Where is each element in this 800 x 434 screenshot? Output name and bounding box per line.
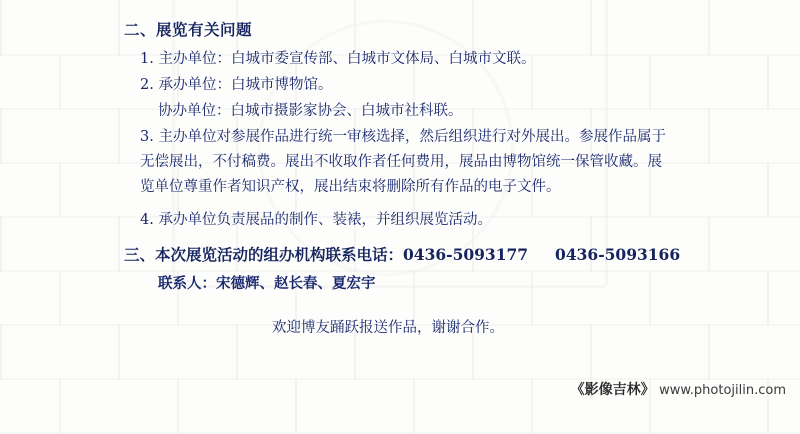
list-item-number: 3. <box>140 129 154 145</box>
list-item-text: 主办单位：白城市委宣传部、白城市文体局、白城市文联。 <box>158 51 536 67</box>
list-item-text: 主办单位对参展作品进行统一审核选择，然后组织进行对外展出。参展作品属于无偿展出，不付稿费。展出不收取作者任何费用，展品由博物馆统一保管收藏。展览单位尊重作者知识产权，展出结束将删除所有作品的电子文件。 <box>140 129 666 195</box>
list-item <box>140 47 535 72</box>
list-item <box>140 208 492 233</box>
list-item <box>140 73 332 98</box>
watermark-credit <box>571 379 786 399</box>
list-item <box>140 125 670 200</box>
section-2-heading: 二、展览有关问题 <box>124 20 253 39</box>
list-item-number: 1. <box>140 51 154 67</box>
list-item <box>158 99 463 124</box>
section-3-heading: 三、本次展览活动的组办机构联系电话：0436-5093177 0436-5093166 <box>124 245 681 264</box>
list-item-text: 协办单位：白城市摄影家协会、白城市社科联。 <box>158 103 463 119</box>
closing-line: 欢迎博友踊跃报送作品，谢谢合作。 <box>272 320 504 336</box>
list-item-text: 承办单位负责展品的制作、装裱，并组织展览活动。 <box>158 212 492 228</box>
contact-persons: 联系人：宋德辉、赵长春、夏宏宇 <box>158 275 376 292</box>
list-item-text: 承办单位：白城市博物馆。 <box>158 77 333 93</box>
list-item-number: 4. <box>140 212 154 228</box>
credit-url: www.photojilin.com <box>659 383 786 398</box>
credit-name: 《影像吉林》 <box>570 382 655 398</box>
list-item-number: 2. <box>140 77 154 93</box>
